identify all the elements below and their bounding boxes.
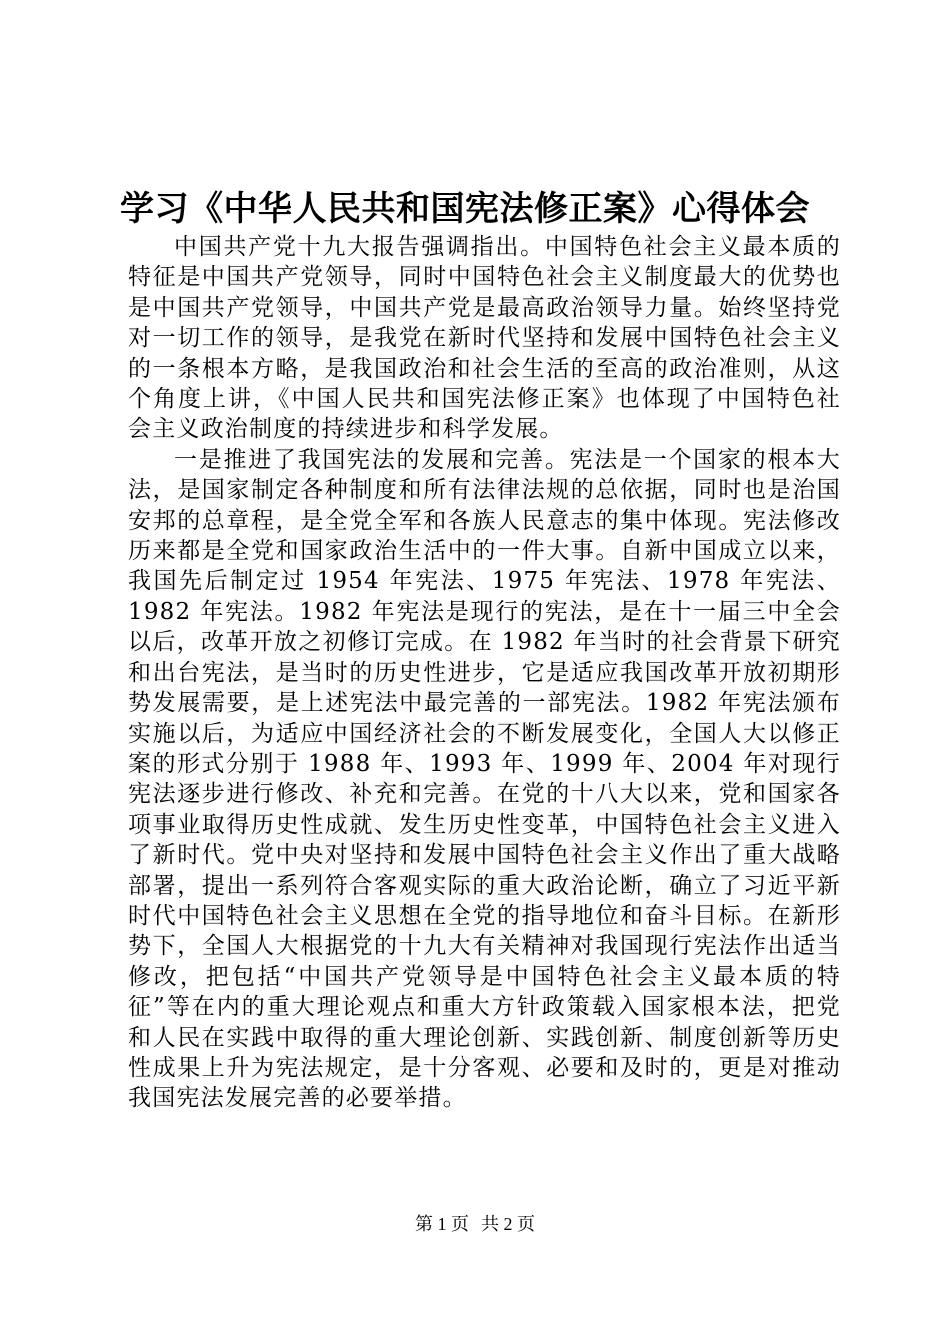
page-number-total: 共 2 页 — [481, 1214, 535, 1234]
paragraph-2: 一是推进了我国宪法的发展和完善。宪法是一个国家的根本大法，是国家制定各种制度和所有法律法规的总依据，同时也是治国安邦的总章程，是全党全军和各族人民意志的集中体现。宪法修改历来都是全党和国家政治生活中的一件大事。自新中国成立以来，我国先后制定过 1954 年宪法、1975 年宪法、1978 年宪法、1982 年宪法。1982 年宪法是现行的宪法，是在十一届三中全会以后，改革开放之初修订完成。在 1982 年当时的社会背景下研究和出台宪法，是当时的历史性进步，它是适应我国改革开放初期形势发展需要，是上述宪法中最完善的一部宪法。1982 年宪法颁布实施以后，为适应中国经济社会的不断发展变化，全国人大以修正案的形式分别于 1988 年、1993 年、1999 年、2004 年对现行宪法逐步进行修改、补充和完善。在党的十八大以来，党和国家各项事业取得历史性成就、发生历史性变革，中国特色社会主义进入了新时代。党中央对坚持和发展中国特色社会主义作出了重大战略部署，提出一系列符合客观实际的重大政治论断，确立了习近平新时代中国特色社会主义思想在全党的指导地位和奋斗目标。在新形势下，全国人大根据党的十九大有关精神对我国现行宪法作出适当修改，把包括“中国共产党领导是中国特色社会主义最本质的特征”等在内的重大理论观点和重大方针政策载入国家根本法，把党和人民在实践中取得的重大理论创新、实践创新、制度创新等历史性成果上升为宪法规定，是十分客观、必要和及时的，更是对推动我国宪法发展完善的必要举措。 — [128, 446, 841, 1112]
document-body — [128, 232, 841, 1114]
page-footer — [0, 1212, 950, 1236]
page-number-current: 第 1 页 — [415, 1214, 469, 1234]
document-title: 学习《中华人民共和国宪法修正案》心得体会 — [120, 189, 810, 229]
paragraph-1: 中国共产党十九大报告强调指出。中国特色社会主义最本质的特征是中国共产党领导，同时中国特色社会主义制度最大的优势也是中国共产党领导，中国共产党是最高政治领导力量。始终坚持党对一切工作的领导，是我党在新时代坚持和发展中国特色社会主义的一条根本方略，是我国政治和社会生活的至高的政治准则，从这个角度上讲，《中国人民共和国宪法修正案》也体现了中国特色社会主义政治制度的持续进步和科学发展。 — [128, 234, 841, 443]
